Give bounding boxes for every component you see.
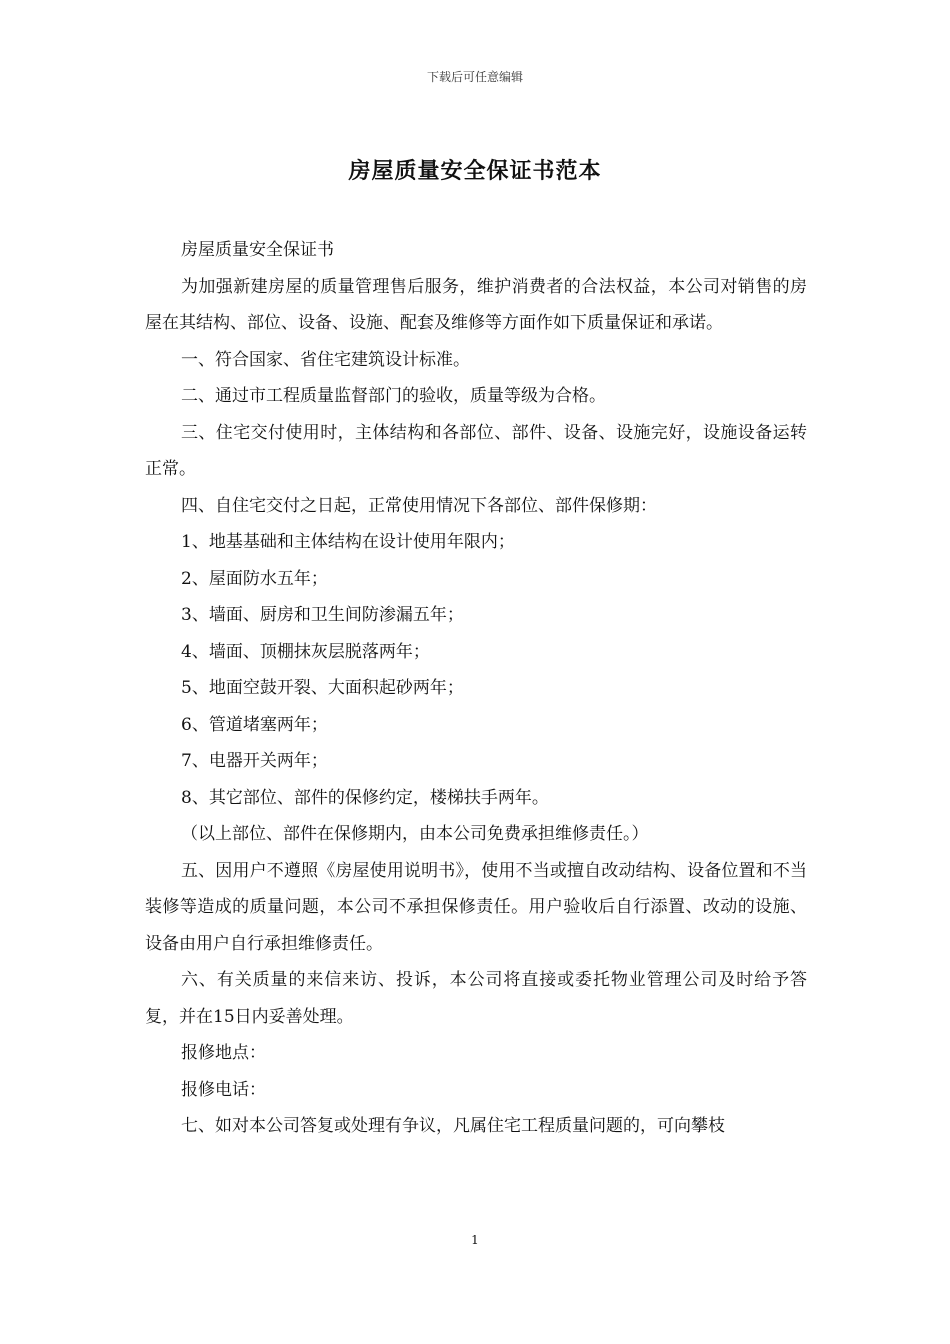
document-title: 房屋质量安全保证书范本	[348, 158, 602, 184]
page-number: 1	[471, 1233, 479, 1247]
list-item: 6、管道堵塞两年；	[181, 714, 328, 735]
paragraph: 二、通过市工程质量监督部门的验收，质量等级为合格。	[181, 386, 606, 406]
list-item: 8、其它部位、部件的保修约定，楼梯扶手两年。	[181, 787, 549, 808]
header-note: 下载后可任意编辑	[426, 70, 523, 84]
list-item: 4、墙面、顶棚抹灰层脱落两年；	[181, 641, 430, 662]
paragraph: 三、住宅交付使用时，主体结构和各部位、部件、设备、设施完好，设施设备运转正常。	[145, 422, 807, 479]
list-item: 2、屋面防水五年；	[181, 568, 328, 589]
paragraph: 为加强新建房屋的质量管理售后服务，维护消费者的合法权益，本公司对销售的房屋在其结构、部位、设备、设施、配套及维修等方面作如下质量保证和承诺。	[145, 276, 807, 333]
list-item: 7、电器开关两年；	[181, 751, 328, 771]
paragraph: 五、因用户不遵照《房屋使用说明书》，使用不当或擅自改动结构、设备位置和不当装修等造成的质量问题，本公司不承担保修责任。用户验收后自行添置、改动的设施、设备由用户自行承担维修责任。	[145, 860, 807, 954]
paragraph: 七、如对本公司答复或处理有争议，凡属住宅工程质量问题的，可向攀枝	[181, 1116, 725, 1136]
list-item: 1、地基基础和主体结构在设计使用年限内；	[181, 532, 515, 552]
paragraph: 房屋质量安全保证书	[181, 240, 334, 260]
list-item: 3、墙面、厨房和卫生间防渗漏五年；	[181, 605, 464, 625]
document-body	[145, 232, 807, 1145]
paragraph: 报修地点：	[181, 1043, 266, 1063]
paragraph: 四、自住宅交付之日起，正常使用情况下各部位、部件保修期：	[181, 495, 657, 516]
paragraph: （以上部位、部件在保修期内，由本公司免费承担维修责任。）	[181, 824, 649, 844]
paragraph: 报修电话：	[181, 1079, 266, 1100]
paragraph: 六、有关质量的来信来访、投诉，本公司将直接或委托物业管理公司及时给予答复，并在15日内妥善处理。	[145, 970, 807, 1027]
list-item: 5、地面空鼓开裂、大面积起砂两年；	[181, 678, 464, 698]
paragraph: 一、符合国家、省住宅建筑设计标准。	[181, 349, 470, 370]
